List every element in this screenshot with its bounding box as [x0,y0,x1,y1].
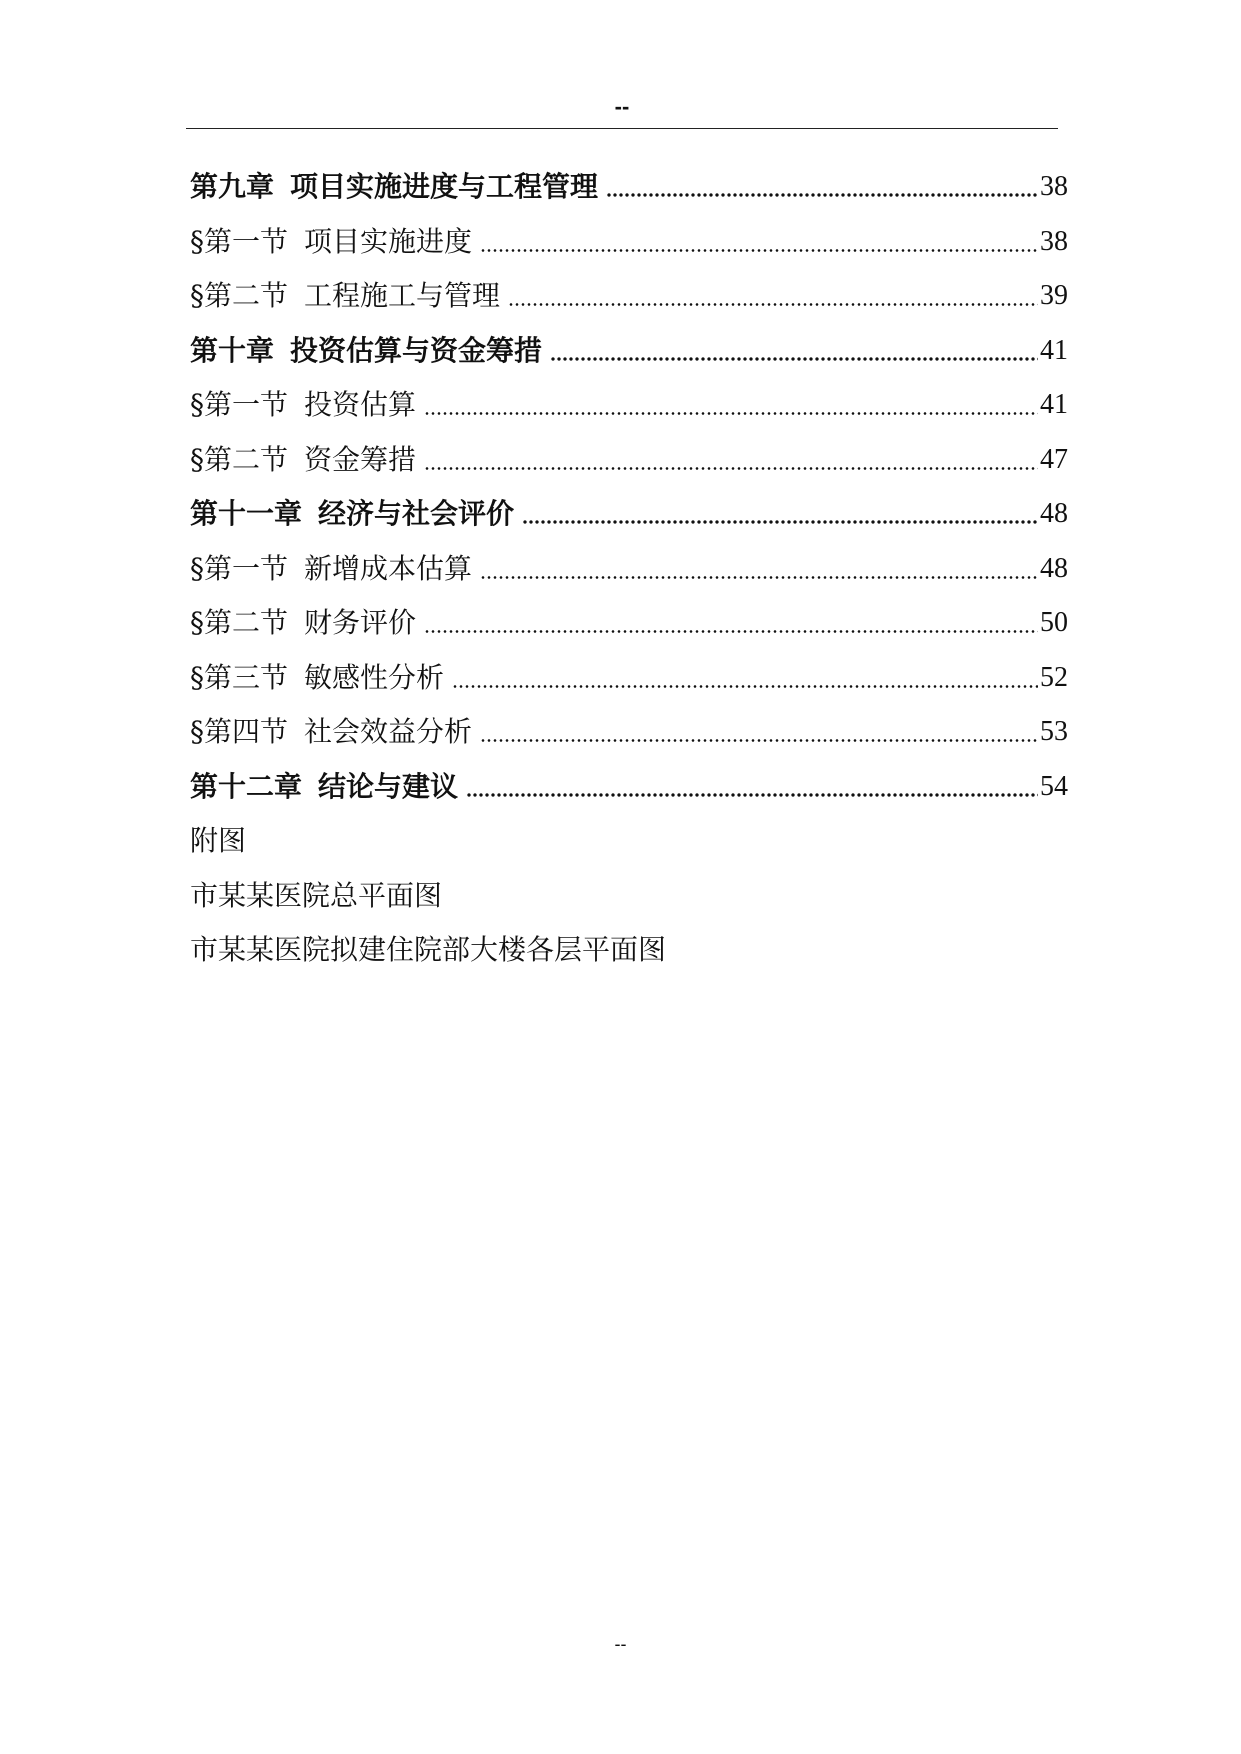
toc-page-number: 54 [1040,770,1068,802]
toc-entry-title: 资金筹措 [304,442,417,476]
toc-page-number: 48 [1040,498,1068,530]
dot-leader [466,770,1038,804]
toc-page-number: 39 [1040,280,1068,312]
toc-entry-title: 敏感性分析 [304,660,445,694]
toc-page-number: 48 [1040,552,1068,584]
toc-entry-number: 第九章 [190,170,275,204]
toc-entry-number: §第二节 [190,279,289,313]
toc-entry-title: 投资估算与资金筹措 [290,333,543,367]
dot-leader [424,443,1038,477]
toc-entry-number: 第十章 [190,333,275,367]
toc-entry-number: §第三节 [190,660,289,694]
toc-page-number: 41 [1040,389,1068,421]
toc-entry-title: 财务评价 [304,606,417,640]
toc-entry-title: 经济与社会评价 [318,497,515,531]
toc-entry-title: 新增成本估算 [304,551,473,585]
toc-chapter-9[interactable] [190,160,1068,215]
dot-leader [452,661,1038,695]
footer-text: -- [614,1634,627,1654]
toc-section-11-4[interactable] [190,705,1068,760]
toc-section-11-3[interactable] [190,651,1068,706]
toc-entry-title: 项目实施进度 [304,224,473,258]
toc-entry-number: 第十二章 [190,769,303,803]
dot-leader [508,279,1038,313]
dot-leader [480,225,1038,259]
appendix-item [190,923,1068,978]
appendix-heading [190,814,1068,869]
toc-chapter-12[interactable] [190,760,1068,815]
toc-section-11-1[interactable] [190,542,1068,597]
toc-page-number: 41 [1040,334,1068,366]
toc-entry-title: 投资估算 [304,388,417,422]
toc-page-number: 53 [1040,716,1068,748]
toc-page-number: 52 [1040,661,1068,693]
toc-page-number: 38 [1040,225,1068,257]
page-header [186,92,1058,129]
dot-leader [606,170,1038,204]
toc-section-10-1[interactable] [190,378,1068,433]
appendix-item [190,869,1068,924]
toc-entry-number: §第一节 [190,224,289,258]
toc-entry-number: §第一节 [190,388,289,422]
appendix-item-text: 市某某医院拟建住院部大楼各层平面图 [190,933,667,967]
page-footer [0,1634,1241,1654]
toc-page-number: 38 [1040,171,1068,203]
toc-entry-number: 第十一章 [190,497,303,531]
dot-leader [424,388,1038,422]
toc-section-9-2[interactable] [190,269,1068,324]
toc-section-11-2[interactable] [190,596,1068,651]
dot-leader [522,497,1038,531]
table-of-contents [190,160,1068,978]
header-text: -- [614,94,630,119]
toc-entry-number: §第一节 [190,551,289,585]
toc-page-number: 50 [1040,607,1068,639]
toc-section-10-2[interactable] [190,433,1068,488]
toc-entry-number: §第二节 [190,442,289,476]
appendix-heading-text: 附图 [190,824,247,858]
toc-entry-title: 结论与建议 [318,769,459,803]
dot-leader [480,552,1038,586]
toc-page-number: 47 [1040,443,1068,475]
toc-entry-title: 工程施工与管理 [304,279,501,313]
toc-entry-number: §第四节 [190,715,289,749]
dot-leader [480,715,1038,749]
toc-chapter-10[interactable] [190,324,1068,379]
toc-entry-title: 社会效益分析 [304,715,473,749]
dot-leader [424,606,1038,640]
toc-chapter-11[interactable] [190,487,1068,542]
toc-entry-number: §第二节 [190,606,289,640]
toc-section-9-1[interactable] [190,215,1068,270]
appendix-item-text: 市某某医院总平面图 [190,878,443,912]
dot-leader [550,334,1038,368]
toc-entry-title: 项目实施进度与工程管理 [290,170,599,204]
